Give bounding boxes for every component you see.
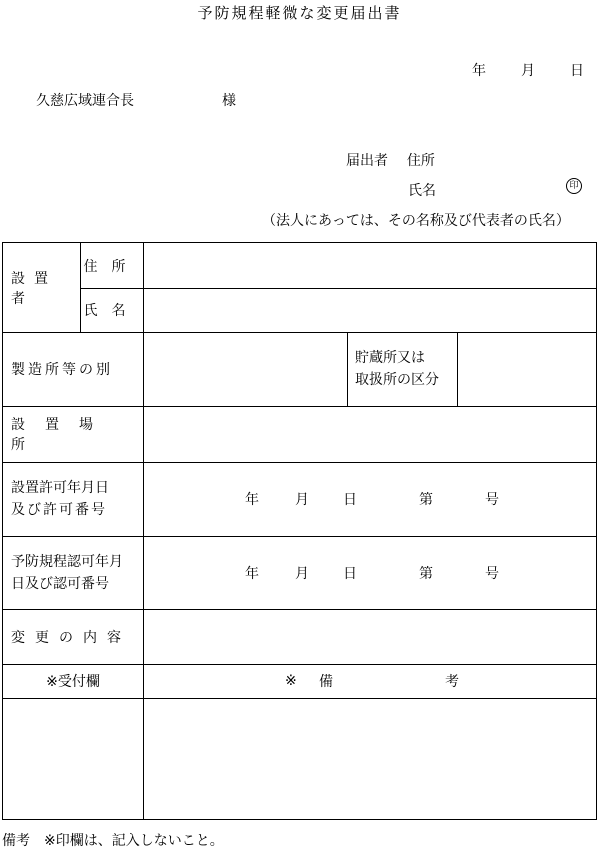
storage-class-field[interactable] bbox=[457, 332, 596, 406]
permit-line2: 及び許可番号 bbox=[11, 502, 107, 518]
document-title: 予防規程軽微な変更届出書 bbox=[197, 4, 402, 22]
permit-go: 号 bbox=[485, 492, 499, 508]
storage-class-line1: 貯蔵所又は bbox=[355, 350, 425, 366]
permit-line1: 設置許可年月日 bbox=[11, 480, 109, 496]
approval-day: 日 bbox=[343, 565, 357, 582]
remarks-box bbox=[143, 698, 596, 820]
location-label: 設置場所 bbox=[11, 417, 113, 453]
date-month-label: 月 bbox=[521, 63, 535, 79]
installer-address-label: 住所 bbox=[83, 258, 140, 275]
facility-type-field[interactable] bbox=[143, 332, 347, 406]
installer-text: 設置者 bbox=[11, 270, 57, 307]
applicant-label: 届出者 bbox=[346, 153, 388, 169]
storage-class-label bbox=[347, 332, 457, 406]
facility-type-label: 製造所等の別 bbox=[11, 362, 113, 378]
date-day-label: 日 bbox=[570, 63, 584, 79]
reception-label: ※受付欄 bbox=[46, 674, 100, 690]
applicant-name-label: 氏名 bbox=[408, 183, 436, 199]
approval-month: 月 bbox=[295, 565, 309, 582]
addressee: 久慈広域連合長 bbox=[36, 93, 134, 109]
approval-go: 号 bbox=[485, 565, 499, 582]
storage-class-line2: 取扱所の区分 bbox=[355, 372, 439, 388]
installer-label bbox=[3, 243, 80, 332]
change-content-field[interactable] bbox=[143, 609, 596, 664]
permit-month: 月 bbox=[295, 492, 309, 508]
permit-dai: 第 bbox=[419, 492, 433, 508]
remarks-mark: ※ bbox=[285, 673, 297, 689]
footer-note: 備考 ※印欄は、記入しないこと。 bbox=[2, 833, 224, 849]
approval-dai: 第 bbox=[419, 565, 433, 582]
addressee-honorific: 様 bbox=[222, 93, 236, 109]
approval-field[interactable] bbox=[143, 536, 596, 609]
approval-label bbox=[3, 536, 143, 609]
approval-line2: 日及び認可番号 bbox=[11, 575, 109, 592]
installer-name-field[interactable] bbox=[143, 288, 596, 332]
remarks-bi: 備 bbox=[319, 674, 333, 690]
location-field[interactable] bbox=[143, 406, 596, 462]
permit-field[interactable] bbox=[143, 462, 596, 536]
seal-mark: 印 bbox=[566, 178, 582, 194]
change-content-label: 変更の内容 bbox=[11, 629, 131, 646]
permit-label bbox=[3, 462, 143, 536]
notification-form-table bbox=[2, 242, 597, 820]
approval-year: 年 bbox=[245, 565, 259, 582]
corporate-note: （法人にあっては、その名称及び代表者の氏名） bbox=[262, 213, 570, 229]
submission-date bbox=[472, 60, 584, 80]
remarks-header bbox=[143, 664, 596, 698]
approval-line1: 予防規程認可年月 bbox=[11, 553, 123, 570]
applicant-address-text: 住所 bbox=[406, 153, 435, 169]
reception-box bbox=[3, 698, 143, 820]
installer-address-field[interactable] bbox=[143, 243, 596, 288]
permit-day: 日 bbox=[343, 492, 357, 508]
permit-year: 年 bbox=[245, 492, 259, 508]
date-year-label: 年 bbox=[472, 63, 486, 79]
remarks-ko: 考 bbox=[445, 674, 459, 690]
applicant-address-label bbox=[346, 150, 435, 170]
installer-name-label: 氏名 bbox=[83, 303, 140, 319]
